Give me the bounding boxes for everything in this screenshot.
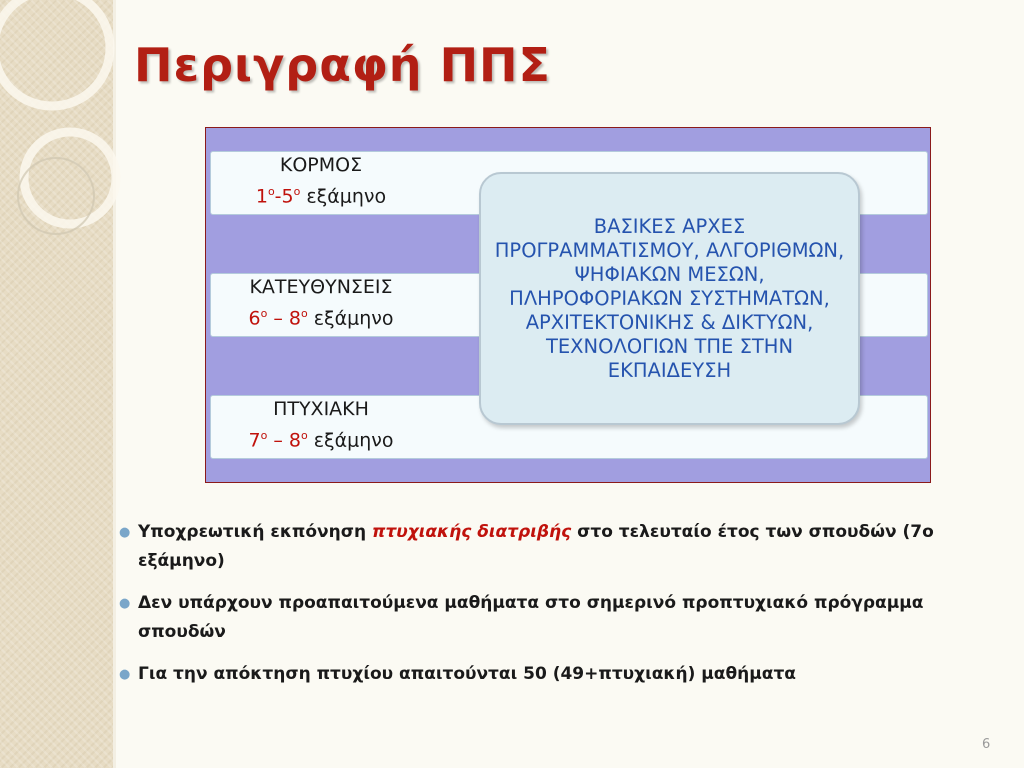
page-number: 6 xyxy=(982,737,991,752)
row-name: ΚΟΡΜΟΣ xyxy=(279,154,363,176)
bullet-item: ● Υποχρεωτική εκπόνηση πτυχιακής διατριβής στο τελευταίο έτος των σπουδών (7ο εξάμηνο) xyxy=(116,518,936,576)
highlighted-term: πτυχιακής διατριβής xyxy=(372,522,572,542)
row-name: ΠΤΥΧΙΑΚΗ xyxy=(273,398,369,420)
bullet-dot-icon: ● xyxy=(119,525,131,540)
core-topics-text: ΒΑΣΙΚΕΣ ΑΡΧΕΣ ΠΡΟΓΡΑΜΜΑΤΙΣΜΟΥ, ΑΛΓΟΡΙΘΜΩΝ, ΨΗΦΙΑΚΩΝ ΜΕΣΩΝ, ΠΛΗΡΟΦΟΡΙΑΚΩΝ ΣΥΣΤΗΜΑΤΩΝ, ΑΡΧΙΤΕΚΤΟΝΙΚΗΣ & ΔΙΚΤΥΩΝ, ΤΕΧΝΟΛΟΓΙΩΝ ΤΠΕ ΣΤΗΝ ΕΚΠΑΙΔΕΥΣΗ xyxy=(494,214,845,382)
bullet-dot-icon: ● xyxy=(119,596,131,611)
decorative-circles-icon xyxy=(0,0,140,300)
row-name: ΚΑΤΕΥΘΥΝΣΕΙΣ xyxy=(249,276,393,298)
slide-title: Περιγραφή ΠΠΣ xyxy=(134,38,551,92)
bullet-item: ● Δεν υπάρχουν προαπαιτούμενα μαθήματα στο σημερινό προπτυχιακό πρόγραμμα σπουδών xyxy=(116,589,936,647)
row-semester: $7^o - 8^o$ εξάμηνο xyxy=(248,429,394,452)
curriculum-diagram xyxy=(205,127,931,483)
bullet-dot-icon: ● xyxy=(119,667,131,682)
row-semester: $1^o-5^o$ εξάμηνο xyxy=(255,185,387,208)
row-semester: $6^o - 8^o$ εξάμηνο xyxy=(248,307,394,330)
bullet-list xyxy=(116,518,936,702)
core-topics-box xyxy=(479,172,860,425)
bullet-item: ● Για την απόκτηση πτυχίου απαιτούνται 50 (49+πτυχιακή) μαθήματα xyxy=(116,660,936,689)
